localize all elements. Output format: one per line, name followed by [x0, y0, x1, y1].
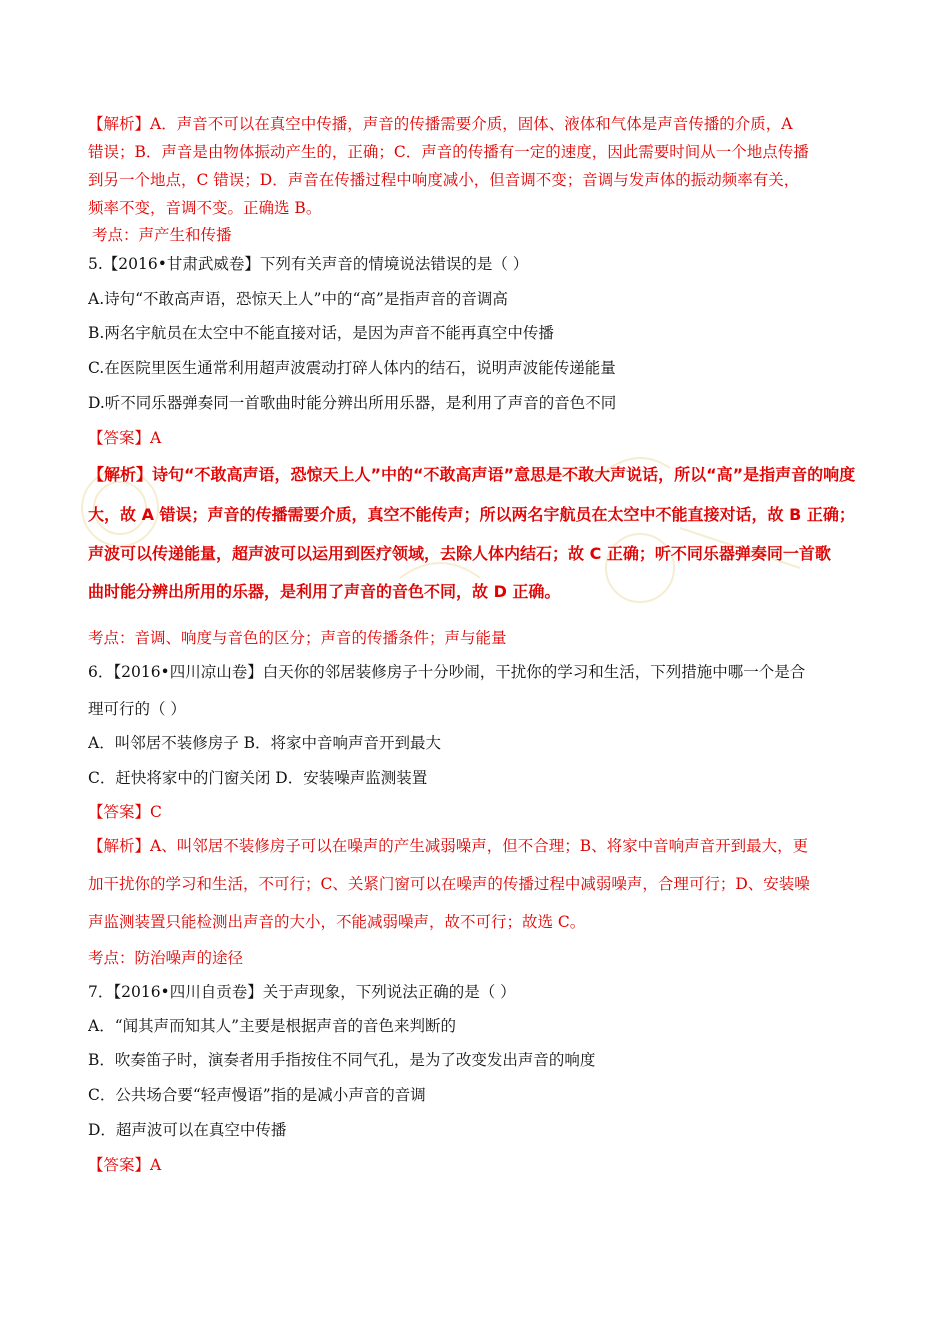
q5-analysis-line-3: 声波可以传递能量，超声波可以运用到医疗领域，去除人体内结石；故 C 正确；听不同乐器弹奏同一首歌 — [88, 544, 831, 563]
q6-analysis-line-1: 【解析】A、叫邻居不装修房子可以在噪声的产生减弱噪声，但不合理；B、将家中音响声音开到最大，更 — [88, 837, 809, 855]
q6-answer: 【答案】C — [88, 803, 162, 821]
q6-option-cd: C．赶快将家中的门窗关闭 D．安装噪声监测装置 — [88, 769, 428, 787]
q7-option-c: C．公共场合要“轻声慢语”指的是减小声音的音调 — [88, 1086, 426, 1104]
q5-point: 考点：音调、响度与音色的区分；声音的传播条件；声与能量 — [88, 629, 507, 647]
q5-option-b: B.两名宇航员在太空中不能直接对话，是因为声音不能再真空中传播 — [88, 324, 554, 342]
q5-analysis-line-1: 【解析】诗句“不敢高声语，恐惊天上人”中的“不敢高声语”意思是不敢大声说话，所以“高”是指声音的响度 — [88, 465, 856, 484]
q5-option-c: C.在医院里医生通常利用超声波震动打碎人体内的结石，说明声波能传递能量 — [88, 359, 616, 377]
q4-point: 考点：声产生和传播 — [92, 226, 232, 244]
q7-answer: 【答案】A — [88, 1156, 162, 1174]
q5-option-a: A.诗句“不敢高声语，恐惊天上人”中的“高”是指声音的音调高 — [88, 290, 508, 308]
q6-option-ab: A．叫邻居不装修房子 B．将家中音响声音开到最大 — [88, 734, 442, 752]
q4-analysis-line-2: 错误；B．声音是由物体振动产生的，正确；C．声音的传播有一定的速度，因此需要时间从一个地点传播 — [88, 143, 809, 161]
q6-stem-line-2: 理可行的（ ） — [88, 700, 186, 718]
q4-analysis-line-1: 【解析】A．声音不可以在真空中传播，声音的传播需要介质，固体、液体和气体是声音传播的介质，A — [88, 115, 793, 133]
q7-option-a: A．“闻其声而知其人”主要是根据声音的音色来判断的 — [88, 1017, 457, 1035]
q5-stem: 5.【2016•甘肃武威卷】下列有关声音的情境说法错误的是（ ） — [88, 255, 529, 273]
q6-stem-line-1: 6．【2016•四川凉山卷】白天你的邻居装修房子十分吵闹，干扰你的学习和生活，下列措施中哪一个是合 — [88, 663, 806, 681]
q5-analysis-line-2: 大，故 A 错误；声音的传播需要介质，真空不能传声；所以两名宇航员在太空中不能直接对话，故 B 正确； — [88, 505, 855, 524]
q5-analysis-line-4: 曲时能分辨出所用的乐器，是利用了声音的音色不同，故 D 正确。 — [88, 582, 561, 601]
q5-answer: 【答案】A — [88, 429, 162, 447]
q7-option-d: D．超声波可以在真空中传播 — [88, 1121, 287, 1139]
q7-option-b: B．吹奏笛子时，演奏者用手指按住不同气孔，是为了改变发出声音的响度 — [88, 1051, 596, 1069]
q6-point: 考点：防治噪声的途径 — [88, 949, 244, 967]
q6-analysis-line-2: 加干扰你的学习和生活，不可行；C、关紧门窗可以在噪声的传播过程中减弱噪声，合理可行；D、安装噪 — [88, 875, 810, 893]
q5-option-d: D.听不同乐器弹奏同一首歌曲时能分辨出所用乐器，是利用了声音的音色不同 — [88, 394, 617, 412]
q4-analysis-line-4: 频率不变，音调不变。正确选 B。 — [88, 199, 322, 217]
q4-analysis-line-3: 到另一个地点，C 错误；D．声音在传播过程中响度减小，但音调不变；音调与发声体的振动频率有关， — [88, 171, 800, 189]
q7-stem: 7．【2016•四川自贡卷】关于声现象，下列说法正确的是（ ） — [88, 983, 516, 1001]
q6-analysis-line-3: 声监测装置只能检测出声音的大小，不能减弱噪声，故不可行；故选 C。 — [88, 913, 586, 931]
